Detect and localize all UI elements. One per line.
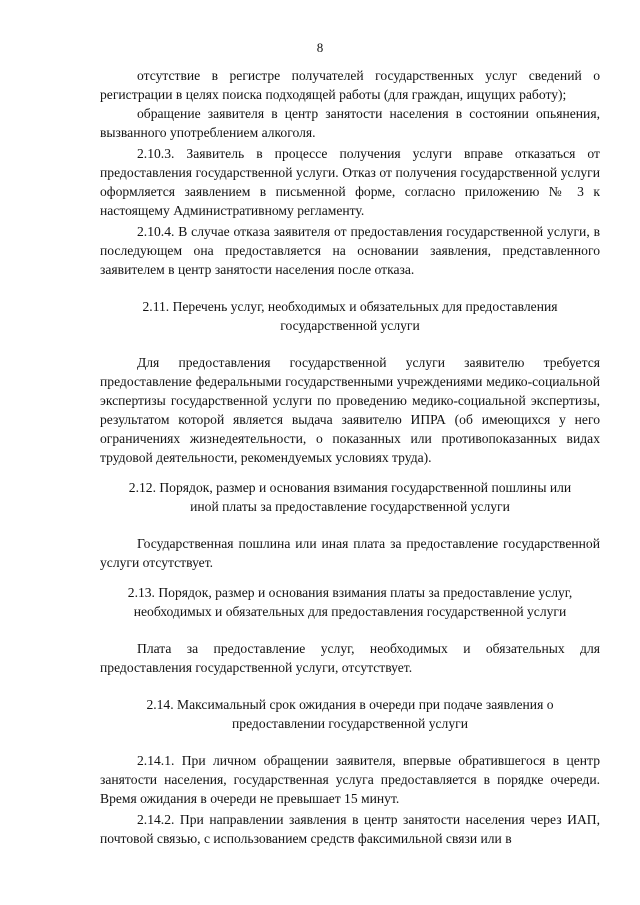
heading-2-12 — [100, 478, 600, 516]
paragraph-2-11-body: Для предоставления государственной услуги заявителю требуется предоставление федеральными государственными учреждениями медико-социальной экспертизы государственной услуги по проведению медико-социальной экспертизы, результатом которой является выдача заявителю ИПРА (об имеющихся у него ограничениях жизнедеятельности, о показанных или противопоказанных видах трудовой деятельности, рекомендуемых условиях труда). — [100, 355, 600, 465]
heading-2-13-line1: 2.13. Порядок, размер и основания взимания платы за предоставление услуг, — [127, 585, 573, 600]
heading-2-12-line1: 2.12. Порядок, размер и основания взимания государственной пошлины или — [128, 480, 572, 495]
page-number: 8 — [316, 40, 324, 55]
heading-2-14-line2: предоставлении государственной услуги — [232, 716, 468, 731]
paragraph-2-12-body: Государственная пошлина или иная плата за предоставление государственной услуги отсутствует. — [100, 536, 600, 570]
heading-2-11-line1: 2.11. Перечень услуг, необходимых и обязательных для предоставления — [142, 299, 558, 314]
paragraph-2-14-1: 2.14.1. При личном обращении заявителя, впервые обратившегося в центр занятости населения, государственная услуга предоставляется в порядке очереди. Время ожидания в очереди не превышает 15 минут. — [100, 753, 600, 806]
heading-2-13-line2: необходимых и обязательных для предоставления государственной услуги — [133, 604, 567, 619]
paragraph-intoxication: обращение заявителя в центр занятости населения в состоянии опьянения, вызванного употреблением алкоголя. — [100, 106, 600, 140]
paragraph-2-14-2: 2.14.2. При направлении заявления в центр занятости населения через ИАП, почтовой связью, с использованием средств факсимильной связи или в — [100, 812, 600, 846]
paragraph-2-10-3: 2.10.3. Заявитель в процессе получения услуги вправе отказаться от предоставления государственной услуги. Отказ от получения государственной услуги оформляется заявлением в письменной форме, согласно приложению № 3 к настоящему Административному регламенту. — [100, 146, 600, 218]
heading-2-11 — [100, 297, 600, 335]
heading-2-14 — [100, 695, 600, 733]
heading-2-12-line2: иной платы за предоставление государственной услуги — [190, 499, 510, 514]
heading-2-11-line2: государственной услуги — [280, 318, 420, 333]
paragraph-2-13-body: Плата за предоставление услуг, необходимых и обязательных для предоставления государственной услуги, отсутствует. — [100, 641, 600, 675]
document-body — [100, 66, 600, 848]
heading-2-13 — [100, 583, 600, 621]
paragraph-2-10-4: 2.10.4. В случае отказа заявителя от предоставления государственной услуги, в последующем она предоставляется на основании заявления, представленного заявителем в центр занятости населения после отказа. — [100, 224, 600, 277]
paragraph-no-registration: отсутствие в регистре получателей государственных услуг сведений о регистрации в целях поиска подходящей работы (для граждан, ищущих работу); — [100, 68, 600, 102]
heading-2-14-line1: 2.14. Максимальный срок ожидания в очереди при подаче заявления о — [146, 697, 554, 712]
